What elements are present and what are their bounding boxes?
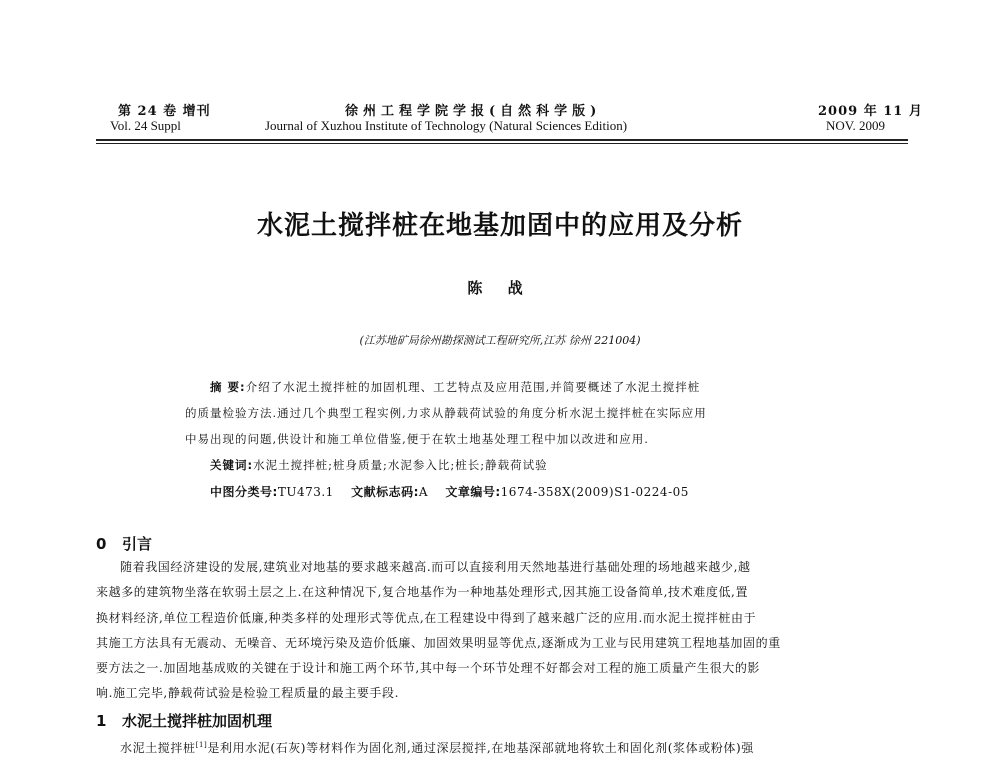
section-title: 引言 [122,535,153,553]
classification-line: 中图分类号:TU473.1 文献标志码:A 文章编号:1674-358X(2009)S1-0224-05 [210,485,689,499]
abstract-text-1: 介绍了水泥土搅拌桩的加固机理、工艺特点及应用范围,并简要概述了水泥土搅拌桩 [245,380,701,394]
journal-volume-en: Vol. 24 Suppl [110,118,181,133]
issue-date-en: NOV. 2009 [826,118,885,133]
header-rule-thin [96,143,908,144]
article-no-value: 1674-358X(2009)S1-0224-05 [500,485,689,499]
section-heading-mechanism [96,710,272,731]
journal-volume-cn: 第 24 卷 增刊 [118,104,211,119]
keywords-line: 关键词:水泥土搅拌桩;桩身质量;水泥参入比;桩长;静载荷试验 [210,458,548,472]
keywords-label: 关键词 [210,458,248,472]
issue-date-cn: 2009 年 11 月 [818,104,923,119]
doc-code-value: A [418,485,429,499]
abstract-label: 摘 要 [210,380,241,394]
citation-ref: [1] [195,741,208,749]
abstract-line-3: 中易出现的问题,供设计和施工单位借鉴,便于在软土地基处理工程中加以改进和应用. [185,432,649,446]
author: 陈 战 [467,279,533,297]
intro-line-2: 来越多的建筑物坐落在软弱土层之上.在这种情况下,复合地基作为一种地基处理形式,因其施工设备简单,技术难度低,置 [96,585,749,599]
keywords-text: 水泥土搅拌桩;桩身质量;水泥参入比;桩长;静载荷试验 [253,458,548,472]
intro-line-6: 响.施工完毕,静载荷试验是检验工程质量的最主要手段. [96,686,400,700]
section-title: 水泥土搅拌桩加固机理 [122,712,273,730]
affiliation: (江苏地矿局徐州勘探测试工程研究所,江苏 徐州 221004) [359,334,641,347]
body-line-1 [96,739,908,756]
section-number: 1 [96,712,107,730]
journal-name-en: Journal of Xuzhou Institute of Technology (Natural Sciences Edition) [265,118,628,133]
intro-line-3: 换材料经济,单位工程造价低廉,种类多样的处理形式等优点,在工程建设中得到了越来越广泛的应用.而水泥土搅拌桩由于 [96,611,757,625]
article-no-label: 文章编号 [445,485,496,499]
header-rule-thick [96,139,908,141]
section-number: 0 [96,535,107,553]
clc-value: TU473.1 [277,485,334,499]
doc-code-label: 文献标志码 [351,485,414,499]
abstract-line-2: 的质量检验方法.通过几个典型工程实例,力求从静载荷试验的角度分析水泥土搅拌桩在实际应用 [185,406,707,420]
paper-title: 水泥土搅拌桩在地基加固中的应用及分析 [256,211,743,241]
intro-line-1: 随着我国经济建设的发展,建筑业对地基的要求越来越高.而可以直接利用天然地基进行基础处理的场地越来越少,越 [120,560,751,574]
body-text-pre: 水泥土搅拌桩 [120,741,196,755]
body-text-post: 是利用水泥(石灰)等材料作为固化剂,通过深层搅拌,在地基深部就地将软土和固化剂(浆体或粉体)强 [207,741,754,755]
abstract-line-1: 摘 要:介绍了水泥土搅拌桩的加固机理、工艺特点及应用范围,并简要概述了水泥土搅拌桩 [210,380,701,394]
clc-label: 中图分类号 [210,485,273,499]
section-heading-intro [96,533,152,554]
intro-line-5: 要方法之一.加固地基成败的关键在于设计和施工两个环节,其中每一个环节处理不好都会对工程的施工质量产生很大的影 [96,661,761,675]
journal-name-cn: 徐州工程学院学报(自然科学版) [345,104,602,119]
intro-line-4: 其施工方法具有无震动、无噪音、无环境污染及造价低廉、加固效果明显等优点,逐渐成为工业与民用建筑工程地基加固的重 [96,636,781,650]
